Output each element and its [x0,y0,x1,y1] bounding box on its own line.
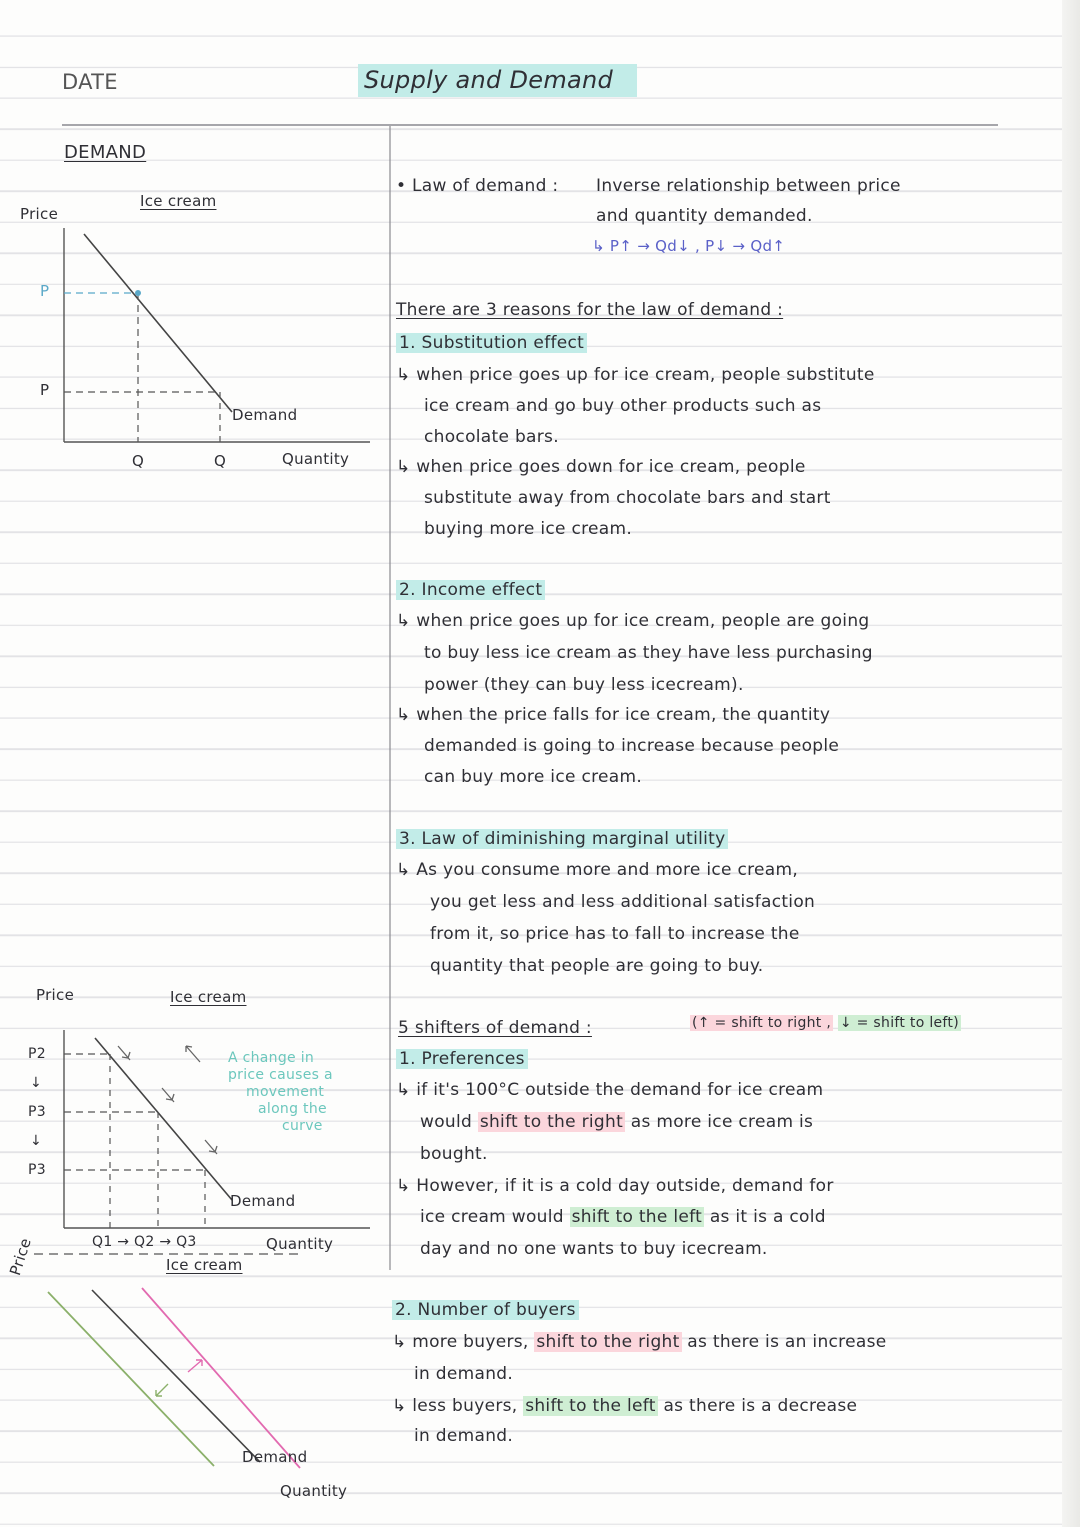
law-of-demand-label: • Law of demand : [396,176,559,196]
demand-graph-1 [64,228,370,442]
graph3-curve-label: Demand [242,1448,308,1466]
graph2-p3a: P3 [28,1104,46,1120]
graph3-y-label: Price [6,1235,35,1278]
s1-line-4: ↳ However, if it is a cold day outside, demand for [396,1176,834,1196]
r1-line-6: buying more ice cream. [424,519,633,539]
s2-line-1a: ↳ more buyers, [392,1332,529,1352]
graph2-arrow-back [186,1046,200,1062]
r1-line-4: ↳ when price goes down for ice cream, people [396,457,806,477]
preferences-title: 1. Preferences [396,1049,528,1069]
demand-graph-2 [64,1030,370,1228]
graph2-annotation-3: movement [246,1084,325,1100]
graph2-curve-label: Demand [230,1192,296,1210]
r1-line-1: ↳ when price goes up for ice cream, people substitute [396,365,875,385]
graph2-x-label: Quantity [266,1235,334,1253]
r3-line-4: quantity that people are going to buy. [430,956,764,976]
r2-line-2: to buy less ice cream as they have less purchasing [424,643,873,663]
number-of-buyers-title: 2. Number of buyers [392,1300,579,1320]
graph1-q1: Q [132,452,145,470]
s1-line-1: ↳ if it's 100°C outside the demand for ice cream [396,1080,824,1100]
s2-line-3c: as there is a decrease [663,1396,858,1416]
r2-line-3: power (they can buy less icecream). [424,675,744,695]
graph2-down-arrow-2: ↓ [30,1133,43,1149]
demand-graph-3 [34,1254,300,1468]
graph2-annotation-5: curve [282,1118,323,1134]
graph2-annotation-2: price causes a [228,1067,333,1083]
graph1-x-label: Quantity [282,450,350,468]
graph3-shift-left-curve [48,1292,214,1466]
graph3-x-label: Quantity [280,1482,348,1500]
income-effect-title: 2. Income effect [396,580,545,600]
graph3-demand-curve [92,1290,260,1462]
s1-line-5c: as it is a cold [709,1207,826,1227]
s2-line-3b: shift to the left [525,1396,656,1416]
shifters-heading: 5 shifters of demand : [398,1018,592,1038]
substitution-effect-title [396,333,587,353]
graph1-q2: Q [214,452,227,470]
r3-line-1: ↳ As you consume more and more ice cream, [396,860,799,880]
s1-line-2c: as more ice cream is [630,1112,814,1132]
graph2-demand-curve [95,1038,232,1200]
graph2-annotation-4: along the [258,1101,327,1117]
s2-line-2: in demand. [414,1364,514,1384]
reasons-heading: There are 3 reasons for the law of demand : [396,300,784,320]
r2-line-4: ↳ when the price falls for ice cream, the quantity [396,705,831,725]
graph1-title: Ice cream [140,192,217,210]
graph1-p1: P [40,282,50,300]
graph2-down-arrow-1: ↓ [30,1075,43,1091]
graph2-arrow-3 [205,1140,217,1154]
s2-line-1c: as there is an increase [687,1332,887,1352]
r1-line-3: chocolate bars. [424,427,559,447]
graph2-arrow-2 [162,1088,174,1102]
graph2-arrow-1 [118,1046,130,1060]
r1-line-2: ice cream and go buy other products such as [424,396,822,416]
s2-line-4: in demand. [414,1426,514,1446]
s1-line-5b: shift to the left [571,1207,703,1227]
law-of-demand-line-1: Inverse relationship between price [596,176,901,196]
r2-line-5: demanded is going to increase because people [424,736,840,756]
s2-line-1b: shift to the right [536,1332,680,1352]
r3-line-2: you get less and less additional satisfaction [430,892,816,912]
graph3-shift-right-curve [142,1288,300,1468]
r3-line-3: from it, so price has to fall to increase the [430,924,800,944]
page-title: Supply and Demand [358,64,637,97]
graph1-point-1 [135,290,141,296]
law-of-demand-line-3: ↳ P↑ → Qd↓ , P↓ → Qd↑ [592,237,786,255]
graph1-y-label: Price [20,205,59,223]
graph3-title: Ice cream [166,1256,243,1274]
s1-line-6: day and no one wants to buy icecream. [420,1239,768,1259]
graph1-demand-curve [84,234,232,412]
graph2-p2: P2 [28,1046,46,1062]
graph1-p2: P [40,381,50,399]
graph2-q-labels: Q1 → Q2 → Q3 [92,1234,197,1250]
demand-heading: DEMAND [64,142,147,163]
graph3-right-arrow [188,1360,202,1372]
r2-line-1: ↳ when price goes up for ice cream, people are going [396,611,870,631]
shifters-key-right: (↑ = shift to right , [692,1015,832,1031]
s2-line-3a: ↳ less buyers, [392,1396,518,1416]
s1-line-5a: ice cream would [420,1207,564,1227]
law-of-demand-line-2: and quantity demanded. [596,206,813,226]
substitution-effect-title-text: 1. Substitution effect [396,333,587,353]
graph2-p3b: P3 [28,1162,46,1178]
s1-line-2a: would [420,1112,473,1132]
graph3-left-arrow [156,1384,168,1396]
graph2-title: Ice cream [170,988,247,1006]
diminishing-utility-title: 3. Law of diminishing marginal utility [396,829,728,849]
r2-line-6: can buy more ice cream. [424,767,643,787]
graph2-y-label: Price [36,986,75,1004]
r1-line-5: substitute away from chocolate bars and start [424,488,831,508]
shifters-key-left: ↓ = shift to left) [839,1015,959,1031]
date-label: DATE [62,70,118,94]
s1-line-3: bought. [420,1144,488,1164]
s1-line-2b: shift to the right [479,1112,624,1132]
graph1-curve-label: Demand [232,406,298,424]
graph2-annotation-1: A change in [228,1050,315,1066]
